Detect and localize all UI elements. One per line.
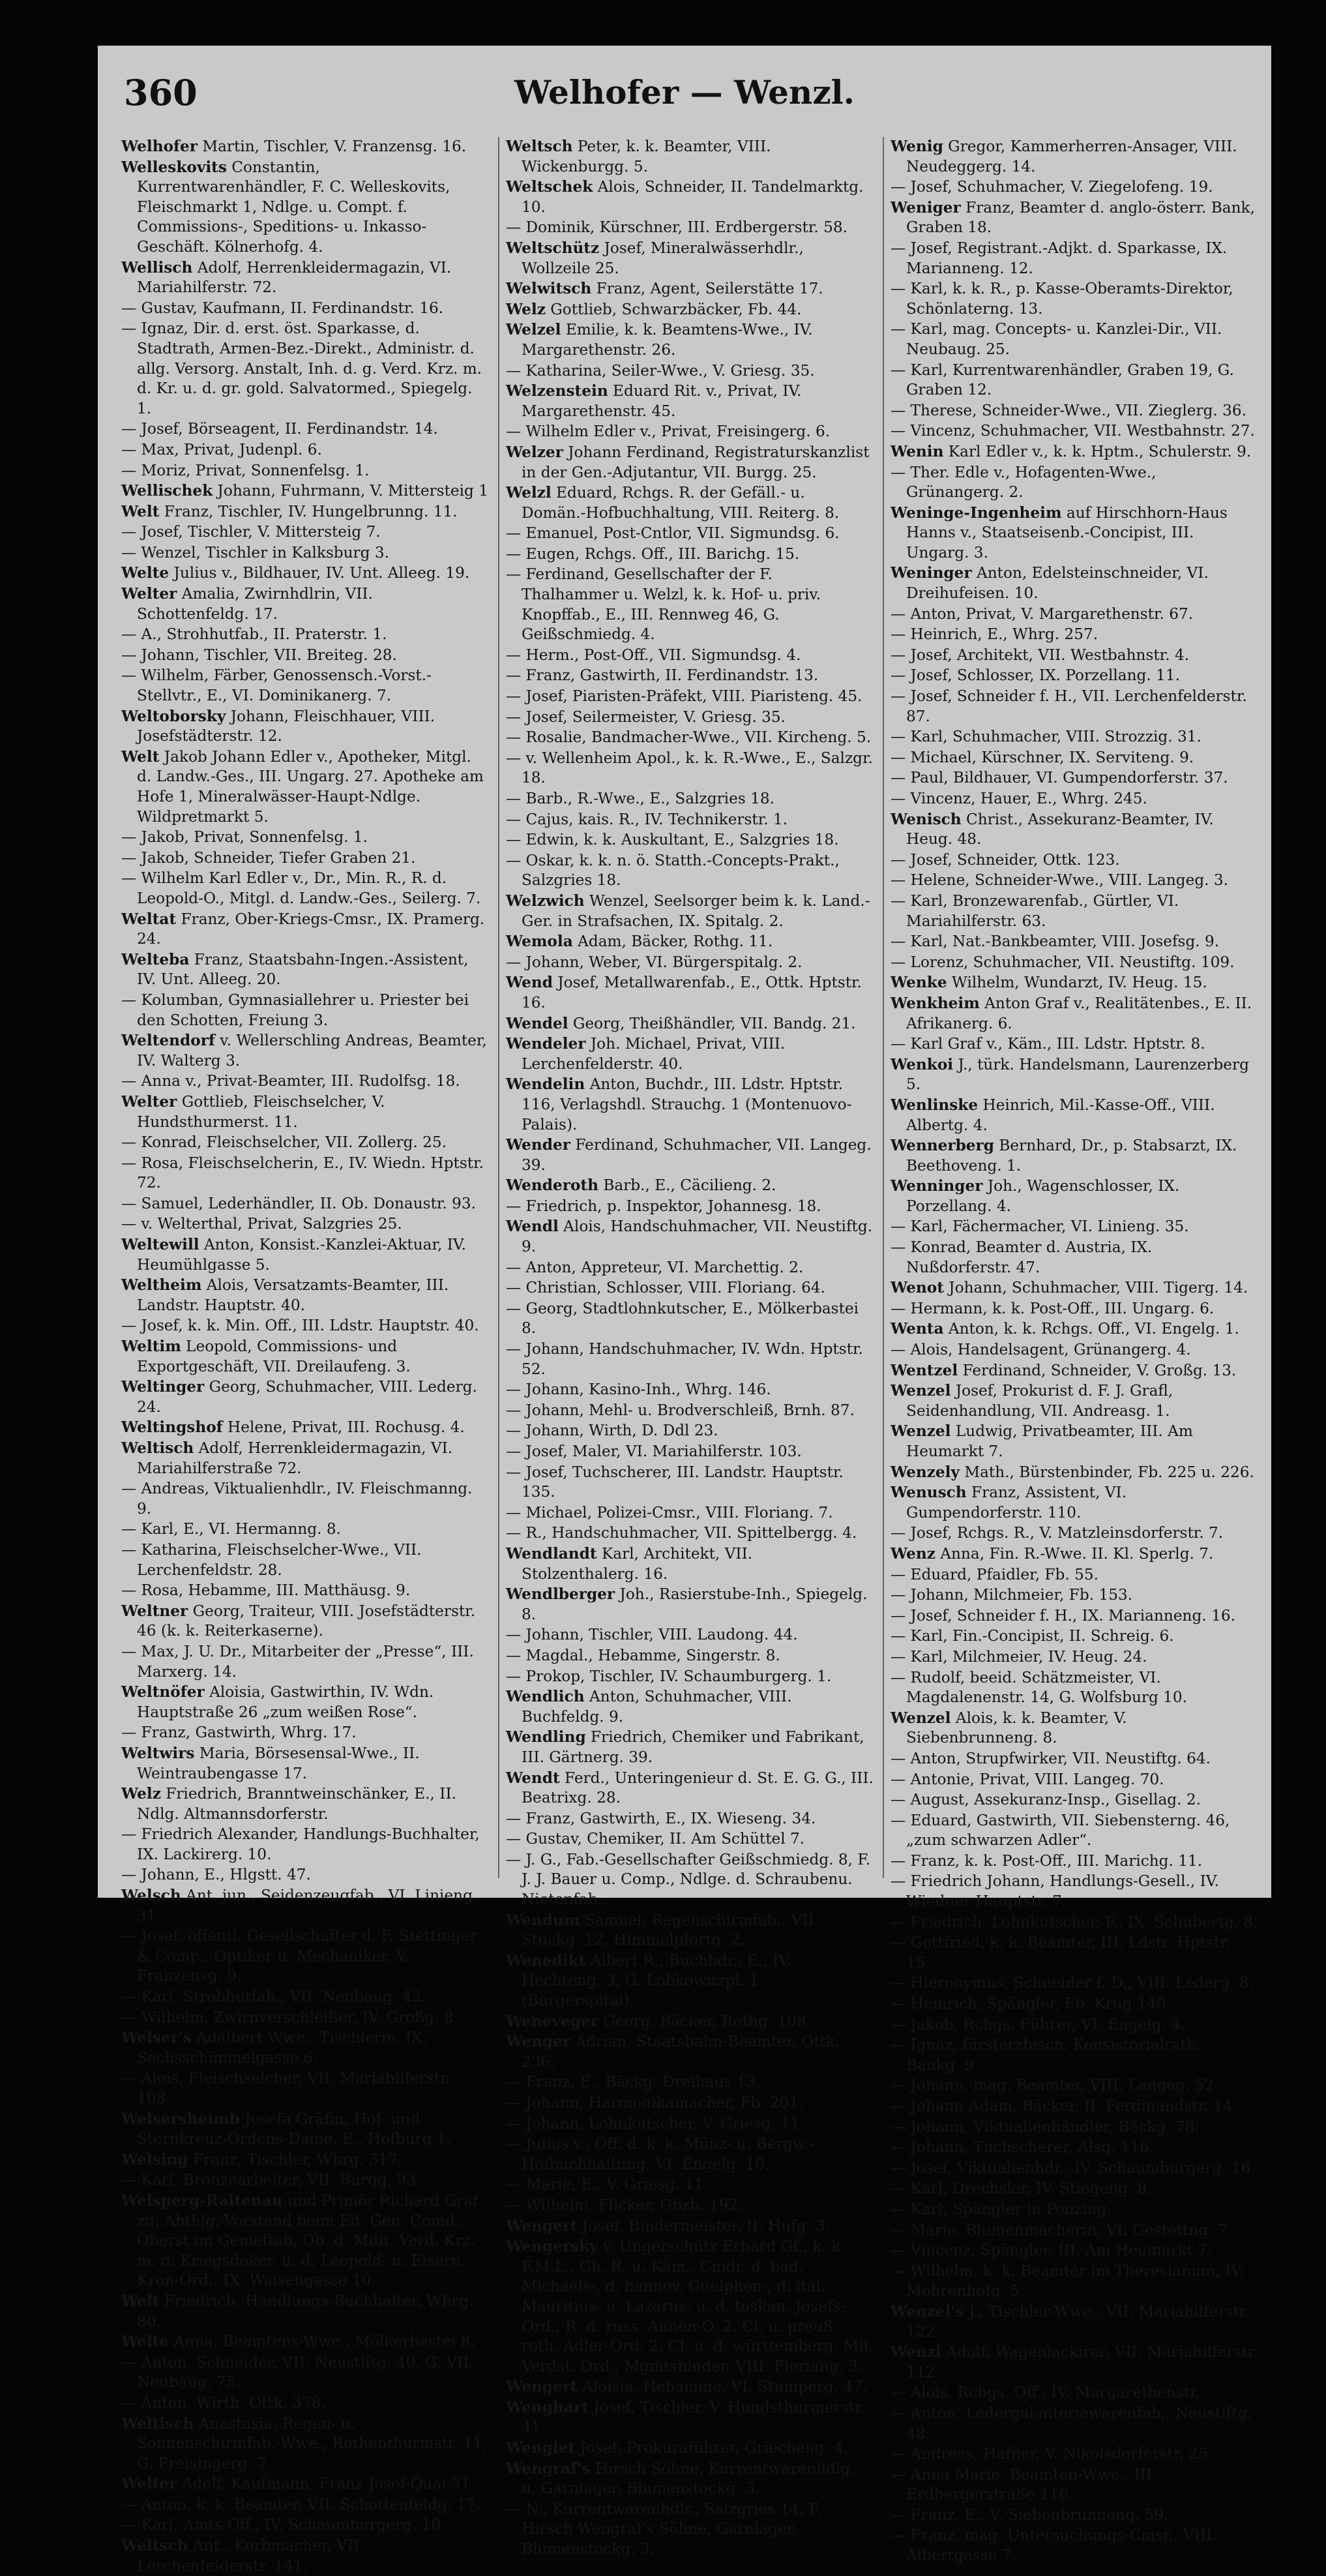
directory-entry: Wengert Aloisia, Hebamme, VI. Stumperg. 47. xyxy=(506,2378,868,2396)
directory-entry: Welwitsch Franz, Agent, Seilerstätte 17. xyxy=(506,280,823,298)
directory-entry: — Karl, Fin.-Concipist, II. Schreig. 6. xyxy=(891,1627,1174,1645)
directory-entry: Wenz Anna, Fin. R.-Wwe. II. Kl. Sperlg. 7. xyxy=(891,1544,1214,1563)
directory-entry: — A., Strohhutfab., II. Praterstr. 1. xyxy=(121,625,387,644)
directory-entry: Welsperg-Raitenau und Primör Richard Graf zu, Abthlg.-Vorstand beim Ed. Gen. Comd., Oberst im Genieftab, Ob. d. Milit. Verd. Krz. m. d. Kriegsdeker. u. d. Leopold- u. Eisern. Kron-Ord., IX. Waisengasse 10. xyxy=(121,2191,483,2290)
directory-entry: — Heinrich, E., Whrg. 257. xyxy=(891,625,1098,644)
directory-entry: — Johann, Tuchscherer, Alsg. 116. xyxy=(891,2138,1155,2157)
directory-entry: — Moriz, Privat, Sonnenfelsg. 1. xyxy=(121,461,370,479)
directory-entry: — Johann, Wirth, D. Ddl 23. xyxy=(506,1422,718,1440)
directory-entry: Wenzely Math., Bürstenbinder, Fb. 225 u. 226. xyxy=(891,1463,1254,1481)
directory-entry: — Gustav, Kaufmann, II. Ferdinandstr. 16. xyxy=(121,299,444,317)
directory-entry: — Kolumban, Gymnasiallehrer u. Priester bei den Schotten, Freiung 3. xyxy=(121,991,474,1029)
directory-entry: — Vincenz, Spängler, III. Am Heumarkt 7. xyxy=(891,2241,1213,2260)
directory-entry: Welsersheimb Josefa Gräfin, Hof- und Sternkreuz-Ordens-Dame, E., Hofburg 1. xyxy=(121,2110,451,2148)
directory-entry: — Josef, Schneider f. H., VII. Lerchenfelderstr. 87. xyxy=(891,687,1252,725)
directory-entry: — Josef, Maler, VI. Mariahilferstr. 103. xyxy=(506,1443,802,1460)
directory-entry: — Jakob, Rchgs. Führer, VI. Engelg. 4. xyxy=(891,2015,1186,2033)
directory-entry: — v. Welterthal, Privat, Salzgries 25. xyxy=(121,1215,402,1233)
directory-entry: — Lorenz, Schuhmacher, VII. Neustiftg. 109. xyxy=(891,953,1235,971)
directory-entry: Welser's Adalbert Wwe., Tischlerin, IX. Sechsschimmelgasse 6. xyxy=(121,2029,432,2067)
page-header xyxy=(124,65,1245,124)
directory-entry: — Karl, Strohhutfab., VII. Neubaug. 42. xyxy=(121,1988,426,2006)
directory-entry: — Johann, Weber, VI. Bürgerspitalg. 2. xyxy=(506,953,803,971)
directory-entry: — Max, J. U. Dr., Mitarbeiter der „Presse“, III. Marxerg. 14. xyxy=(121,1642,479,1681)
column-2 xyxy=(498,137,879,2558)
directory-entry: Wendlich Anton, Schuhmacher, VIII. Buchfeldg. 9. xyxy=(506,1688,797,1726)
directory-entry: — Karl, Drechsler, IV. Stiegeng. 8. xyxy=(891,2179,1152,2198)
directory-entry: — Josef, Schlosser, IX. Porzellang. 11. xyxy=(891,666,1181,685)
directory-entry: Welzwich Wenzel, Seelsorger beim k. k. Land.-Ger. in Strafsachen, IX. Spitalg. 2. xyxy=(506,891,870,930)
directory-entry: Wenkoi J., türk. Handelsmann, Laurenzerberg 5. xyxy=(891,1055,1254,1094)
directory-entry: Wenisch Christ., Assekuranz-Beamter, IV. Heug. 48. xyxy=(891,810,1219,848)
directory-entry: — Josef, Tischler, V. Mittersteig 7. xyxy=(121,523,381,541)
directory-entry: — Ther. Edle v., Hofagenten-Wwe., Grünangerg. 2. xyxy=(891,463,1161,502)
directory-entry: Wemola Adam, Bäcker, Rothg. 11. xyxy=(506,933,773,951)
directory-entry: Wenninger Joh., Wagenschlosser, IX. Porzellang. 4. xyxy=(891,1177,1185,1215)
directory-entry: — Wilhelm Edler v., Privat, Freisingerg. 6. xyxy=(506,423,831,441)
directory-entry: — Karl, Bronzewarenfab., Gürtler, VI. Mariahilferstr. 63. xyxy=(891,891,1184,930)
directory-entry: — Gustav, Chemiker, II. Am Schüttel 7. xyxy=(506,1830,805,1848)
directory-entry: Weltheim Alois, Versatzamts-Beamter, III. Landstr. Hauptstr. 40. xyxy=(121,1276,454,1314)
directory-entry: — Eduard, Gastwirth, VII. Siebensterng. 46, „zum schwarzen Adler“. xyxy=(891,1811,1235,1850)
directory-entry: Wenger Adrian, Staatsbahn-Beamter, Ottk. 236. xyxy=(506,2033,845,2071)
directory-entry: — Prokop, Tischler, IV. Schaumburgerg. 1. xyxy=(506,1667,832,1685)
directory-entry: Weltim Leopold, Commissions- und Exportgeschäft, VII. Dreilaufeng. 3. xyxy=(121,1338,411,1375)
directory-entry: — Wenzel, Tischler in Kalksburg 3. xyxy=(121,543,389,562)
directory-entry: Wenlinske Heinrich, Mil.-Kasse-Off., VIII. Albertg. 4. xyxy=(891,1096,1220,1134)
directory-entry: — Johann, Viktualienhändler, Bäckg. 78. xyxy=(891,2118,1200,2136)
directory-entry: — Anton, Strupfwirker, VII. Neustiftg. 64. xyxy=(891,1749,1211,1767)
directory-entry: — Karl, mag. Concepts- u. Kanzlei-Dir., VII. Neubaug. 25. xyxy=(891,320,1227,358)
directory-entry: — Josef, Piaristen-Präfekt, VIII. Piaristeng. 45. xyxy=(506,687,862,706)
directory-entry: Weltsch Ant., Korbmacher, VII. Lerchenfelderstr. 141. xyxy=(121,2537,370,2575)
directory-entry: Wendl Alois, Handschuhmacher, VII. Neustiftg. 9. xyxy=(506,1218,877,1256)
directory-entry: Wellischek Johann, Fuhrmann, V. Mittersteig 1 xyxy=(121,482,488,500)
running-title: Welhofer — Wenzl. xyxy=(514,73,855,112)
directory-entry: — Oskar, k. k. n. ö. Statth.-Concepts-Prakt., Salzgries 18. xyxy=(506,851,845,890)
directory-entry: Wenedikt Albert R., Buchbdr., E., IV. Hechteng. 3, G. Lobkowitzpl. 1 (Bürgerspital). xyxy=(506,1951,797,2010)
directory-entry: — Johann, Milchmeier, Fb. 153. xyxy=(891,1586,1133,1604)
directory-entry: Welhofer Martin, Tischler, V. Franzensg. 16. xyxy=(121,138,467,155)
directory-entry: Wenzel's J., Tischler-Wwe., VII. Mariahilferstr. 122. xyxy=(891,2302,1254,2341)
directory-entry: — Eduard, Pfaidler, Fb. 55. xyxy=(891,1565,1098,1583)
directory-entry: — Konrad, Beamter d. Austria, IX. Nußdorferstr. 47. xyxy=(891,1238,1157,1276)
directory-entry: — Karl Graf v., Käm., III. Ldstr. Hptstr. 8. xyxy=(891,1035,1205,1053)
directory-entry: Weltnöfer Aloisia, Gastwirthin, IV. Wdn. Hauptstraße 26 „zum weißen Rose“. xyxy=(121,1683,439,1721)
directory-entry: — Anton, Schneider, VII. Neustiftg. 40, G. VII. Neubaug. 75. xyxy=(121,2353,479,2391)
directory-entry: — Franz, Gastwirth, E., IX. Wieseng. 34. xyxy=(506,1809,816,1827)
directory-entry: Weltschütz Josef, Mineralwässerhdlr., Wollzeile 25. xyxy=(506,239,809,277)
directory-entry: — Alois, Rchgs. Off., IV. Margarethenstr. xyxy=(891,2384,1201,2402)
directory-entry: Wendeler Joh. Michael, Privat, VIII. Lerchenfelderstr. 40. xyxy=(506,1035,790,1073)
directory-entry: Weniger Franz, Beamter d. anglo-österr. Bank, Graben 18. xyxy=(891,198,1260,237)
directory-entry: Wenkheim Anton Graf v., Realitätenbes., E. II. Afrikanerg. 6. xyxy=(891,994,1257,1032)
directory-entry: Wenglet Josef, Prokuraführer, Griecheng. 4. xyxy=(506,2439,849,2457)
directory-entry: Wellisch Adolf, Herrenkleidermagazin, VI. Mariahilferstr. 72. xyxy=(121,258,456,297)
directory-entry: Wengraf's Hirsch Söhne, Kurrentwarenhdlg. u. Garnlager, Blumenstockg. 3. xyxy=(506,2459,860,2498)
directory-entry: — Franz, E., Bäckg. Dreihaus 13. xyxy=(506,2073,761,2091)
directory-entry: — Emanuel, Post-Cntlor, VII. Sigmundsg. 6. xyxy=(506,524,840,543)
directory-entry: — Josef, Rchgs. R., V. Matzleinsdorferstr. 7. xyxy=(891,1524,1224,1542)
directory-entry: — Wilhelm Karl Edler v., Dr., Min. R., R. d. Leopold-O., Mitgl. d. Landw.-Ges., Seilerg. 7. xyxy=(121,869,481,907)
directory-entry: — Josef, Börseagent, II. Ferdinandstr. 14. xyxy=(121,420,438,438)
directory-entry: Wentzel Ferdinand, Schneider, V. Großg. 13. xyxy=(891,1361,1237,1379)
directory-entry: — Jakob, Privat, Sonnenfelsg. 1. xyxy=(121,828,368,846)
directory-entry: Wenot Johann, Schuhmacher, VIII. Tigerg. 14. xyxy=(891,1279,1248,1297)
directory-entry: Wendlberger Joh., Rasierstube-Inh., Spiegelg. 8. xyxy=(506,1585,872,1623)
directory-entry: — Hermann, k. k. Post-Off., III. Ungarg. 6. xyxy=(891,1299,1215,1317)
directory-entry: Welzl Eduard, Rchgs. R. der Gefäll.- u. Domän.-Hofbuchhaltung, VIII. Reiterg. 8. xyxy=(506,484,840,522)
directory-entry: — Dominik, Kürschner, III. Erdbergerstr. 58. xyxy=(506,218,847,237)
directory-entry: Weltisch Anastasia, Regen- u. Sonnenschirmfab.-Wwe., Rothenthurmstr. 11, G. Freisingerg. 7. xyxy=(121,2414,492,2472)
directory-entry: — Friedrich, p. Inspektor, Johannesg. 18. xyxy=(506,1197,821,1215)
directory-entry: — Karl, Bronzearbeiter, VII. Burgg. 93. xyxy=(121,2171,421,2189)
directory-entry: Welz Gottlieb, Schwarzbäcker, Fb. 44. xyxy=(506,300,802,318)
directory-entry: Wend Josef, Metallwarenfab., E., Ottk. Hptstr. 16. xyxy=(506,974,867,1011)
directory-entry: — Ferdinand, Gesellschafter der F. Thalhammer u. Welzl, k. k. Hof- u. priv. Knopffab., E., III. Rennweg 46, G. Geißschmiedg. 4. xyxy=(506,565,826,644)
directory-entry: Weneveger Georg, Bäcker, Rothg. 108. xyxy=(506,2012,811,2030)
directory-entry: Wendum Samuel, Regenschirmfab., VII. Stuckg. 12, Himmelpfortg. 2. xyxy=(506,1911,824,1949)
directory-entry: Weltinger Georg, Schuhmacher, VIII. Lederg. 24. xyxy=(121,1378,482,1416)
directory-entry: Wenin Karl Edler v., k. k. Hptm., Schulerstr. 9. xyxy=(891,442,1252,460)
directory-entry: Wendt Ferd., Unteringenieur d. St. E. G. G., III. Beatrixg. 28. xyxy=(506,1769,879,1807)
directory-entry: — Johann Adam, Bäcker, II. Ferdinandstr. 14. xyxy=(891,2097,1237,2115)
directory-entry: Wendling Friedrich, Chemiker und Fabrikant, III. Gärtnerg. 39. xyxy=(506,1728,870,1766)
directory-entry: — Josef, öffentl. Gesellschafter d. F. Stettinger & Comp., Optiker u. Mechaniker, V. Franzensg. 9. xyxy=(121,1927,482,1985)
directory-entry: — Eugen, Rchgs. Off., III. Barichg. 15. xyxy=(506,545,800,563)
directory-entry: — Marie, E., V. Griesg. 11. xyxy=(506,2176,709,2194)
directory-entry: — Barb., R.-Wwe., E., Salzgries 18. xyxy=(506,790,774,807)
directory-entry: — Wilhelm, Zwirnverschleißer, IV. Großg. 8. xyxy=(121,2008,459,2026)
directory-entry: — N., Kurrentwarenhdlr., Salzgries 14, F. Hirsch Wengraf's Söhne, Garnlager, Blumenstockg. 3. xyxy=(506,2500,827,2558)
directory-entry: — Josef, Schneider f. H., IX. Marianneng. 16. xyxy=(891,1606,1235,1625)
directory-entry: — Friedrich, Lohnkutscher, F., IX. Schubertg. 8. xyxy=(891,1913,1258,1931)
directory-entry: Wenzel Alois, k. k. Beamter, V. Siebenbrunneng. 8. xyxy=(891,1709,1132,1747)
directory-entry: — Franz, Gastwirth, Whrg. 17. xyxy=(121,1724,357,1742)
directory-entry: Weninger Anton, Edelsteinschneider, VI. Dreihufeisen. 10. xyxy=(891,564,1214,603)
directory-entry: — Karl, Schuhmacher, VIII. Strozzig. 31. xyxy=(891,728,1201,746)
directory-entry: — Herm., Post-Off., VII. Sigmundsg. 4. xyxy=(506,646,801,664)
directory-entry: Welleskovits Constantin, Kurrentwarenhändler, F. C. Welleskovits, Fleischmarkt 1, Ndlge. u. Compt. f. Commissions-, Speditions- u. Inkasso-Geschäft. Kölnerhofg. 4. xyxy=(121,158,455,256)
directory-entry: Wenta Anton, k. k. Rchgs. Off., VI. Engelg. 1. xyxy=(891,1320,1239,1338)
directory-entry: — Michael, Kürschner, IX. Serviteng. 9. xyxy=(891,748,1194,766)
directory-entry: Wendelin Anton, Buchdr., III. Ldstr. Hptstr. 116, Verlagshdl. Strauchg. 1 (Montenuovo-Palais). xyxy=(506,1075,852,1133)
directory-entry: — Johann, Tischler, VII. Breiteg. 28. xyxy=(121,646,397,664)
directory-entry: Weltendorf v. Wellerschling Andreas, Beamter, IV. Walterg 3. xyxy=(121,1032,492,1070)
directory-entry: Wenzel Josef, Prokurist d. F. J. Grafl, Seidenhandlung, VII. Andreasg. 1. xyxy=(891,1382,1178,1420)
directory-entry: Wenig Gregor, Kammerherren-Ansager, VIII. Neudeggerg. 14. xyxy=(891,138,1243,175)
page-number: 360 xyxy=(124,72,198,113)
directory-entry: — Karl, Milchmeier, IV. Heug. 24. xyxy=(891,1647,1147,1666)
column-1 xyxy=(121,137,492,2575)
directory-entry: Weltat Franz, Ober-Kriegs-Cmsr., IX. Pramerg. 24. xyxy=(121,910,490,948)
directory-entry: — Karl, Kurrentwarenhändler, Graben 19, G. Graben 12. xyxy=(891,361,1239,399)
directory-entry: Welter Amalia, Zwirnhdlrin, VII. Schottenfeldg. 17. xyxy=(121,585,378,623)
directory-entry: — Heinrich, Spängler, Fb. Krug 140. xyxy=(891,1995,1171,2013)
column-3 xyxy=(883,137,1263,2565)
directory-entry: Wenke Wilhelm, Wundarzt, IV. Heug. 15. xyxy=(891,974,1207,992)
directory-entry: Welsch Ant. jun., Seidenzeugfab., VI. Linieng. 31. xyxy=(121,1887,482,1925)
directory-entry: — Josef, k. k. Min. Off., III. Ldstr. Hauptstr. 40. xyxy=(121,1317,479,1335)
directory-entry: — Cajus, kais. R., IV. Technikerstr. 1. xyxy=(506,810,788,828)
directory-entry: — Friedrich Johann, Handlungs-Gesell., IV. Wiedner Hauptstr. 7. xyxy=(891,1872,1224,1911)
directory-entry: — Josef, Tuchscherer, III. Landstr. Hauptstr. 135. xyxy=(506,1463,849,1501)
directory-entry: Welt Franz, Tischler, IV. Hungelbrunng. 11. xyxy=(121,502,458,520)
directory-entry: — Karl, Nat.-Bankbeamter, VIII. Josefsg. 9. xyxy=(891,933,1220,951)
directory-entry: Wenghart Josef, Tischler, V. Hundsthurmerstr. 41. xyxy=(506,2398,870,2436)
directory-entry: Wendel Georg, Theißhändler, VII. Bandg. 21. xyxy=(506,1014,856,1032)
directory-entry: — Anna v., Privat-Beamter, III. Rudolfsg. 18. xyxy=(121,1072,460,1090)
directory-entry: Welzer Johann Ferdinand, Registraturskanzlist in der Gen.-Adjutantur, VII. Burgg. 25. xyxy=(506,443,874,481)
directory-entry: — Johann, Kasino-Inh., Whrg. 146. xyxy=(506,1381,771,1399)
directory-entry: — Wilhelm, Flicker, Gbzh. 192. xyxy=(506,2196,743,2214)
directory-entry: Welteba Franz, Staatsbahn-Ingen.-Assistent, IV. Unt. Alleeg. 20. xyxy=(121,950,473,989)
directory-entry: Welter Gottlieb, Fleischselcher, V. Hundsthurmerst. 11. xyxy=(121,1092,390,1131)
directory-entry: Welsing Franz, Tischler, Whrg. 317. xyxy=(121,2150,403,2168)
directory-entry: — Johann, Handschuhmacher, IV. Wdn. Hptstr. 52. xyxy=(506,1340,868,1378)
directory-entry: — Jakob, Schneider, Tiefer Graben 21. xyxy=(121,848,416,867)
directory-entry: — Johann, mag. Beamter, VIII. Langeg. 52. xyxy=(891,2076,1219,2095)
directory-entry: — Franz, k. k. Post-Off., III. Marichg. 11. xyxy=(891,1851,1203,1870)
directory-entry: — R., Handschuhmacher, VII. Spittelbergg. 4. xyxy=(506,1524,857,1542)
directory-entry: Weltsch Peter, k. k. Beamter, VIII. Wickenburgg. 5. xyxy=(506,138,776,175)
directory-entry: Weltner Georg, Traiteur, VIII. Josefstädterstr. 46 (k. k. Reiterkaserne). xyxy=(121,1602,480,1640)
directory-entry: — Anton, Privat, V. Margarethenstr. 67. xyxy=(891,605,1194,623)
directory-entry: Wenusch Franz, Assistent, VI. Gumpendorferstr. 110. xyxy=(891,1484,1132,1521)
directory-entry: — Vincenz, Schuhmacher, VII. Westbahnstr. 27. xyxy=(891,422,1255,440)
directory-entry: — Therese, Schneider-Wwe., VII. Zieglerg. 36. xyxy=(891,401,1247,419)
directory-entry: Welz Friedrich, Branntweinschänker, E., II. Ndlg. Altmannsdorferstr. xyxy=(121,1785,462,1823)
directory-entry: — Franz, Gastwirth, II. Ferdinandstr. 13. xyxy=(506,666,819,685)
directory-entry: Weltisch Adolf, Herrenkleidermagazin, VI. Mariahilferstraße 72. xyxy=(121,1439,458,1477)
directory-entry: — Andreas, Viktualienhdlr., IV. Fleischmanng. 9. xyxy=(121,1480,477,1518)
directory-entry: — Wilhelm, Färber, Genossensch.-Vorst.-Stellvtr., E., VI. Dominikanerg. 7. xyxy=(121,666,432,705)
directory-entry: — Josef, Seilermeister, V. Griesg. 35. xyxy=(506,708,786,726)
directory-entry: — Johann, Lohnkutscher, V. Griesg. 11. xyxy=(506,2114,805,2133)
directory-entry: — Michael, Polizei-Cmsr., VIII. Floriang. 7. xyxy=(506,1503,833,1521)
directory-entry: — Georg, Stadtlohnkutscher, E., Mölkerbastei 8. xyxy=(506,1299,864,1338)
directory-entry: — Rosalie, Bandmacher-Wwe., VII. Kircheng. 5. xyxy=(506,728,872,747)
directory-entry: — Johann, Harmonikamacher, Fb. 201. xyxy=(506,2094,804,2112)
directory-entry: — Paul, Bildhauer, VI. Gumpendorferstr. 37. xyxy=(891,769,1228,787)
directory-entry: — Vincenz, Hauer, E., Whrg. 245. xyxy=(891,790,1147,807)
directory-entry: — Josef, Viktualienhdr., IV. Schaumburgerg. 16. xyxy=(891,2159,1256,2177)
directory-entry: — August, Assekuranz-Insp., Gisellag. 2. xyxy=(891,1791,1201,1809)
directory-entry: — Hieronymus, Schneider f. D., VIII. Lederg. 8. xyxy=(891,1974,1254,1992)
directory-entry: — Johann, Mehl- u. Brodverschleiß, Brnh. 87. xyxy=(506,1401,855,1419)
directory-entry: — Julius v., Off. d. k. k. Münz- u. Bergw.-Hofbuchhaltung, VI. Engelg. 10. xyxy=(506,2135,814,2173)
directory-entry: Welt Friedrich, Handlungs-Buchhalter, Whrg. 80. xyxy=(121,2292,479,2330)
directory-entry: — Rosa, Hebamme, III. Matthäusg. 9. xyxy=(121,1581,411,1600)
directory-entry: Wengersky v. Ungerschütz Erhard Gf., k. k. F.M.L., Gh. R. u. Käm., Cmdr. d. bad. Michaels-, d. hannov. Guelphen-, d. ital. Mauritius- u. Lazarus- u. d. toskan. Josefs-Ord., R. d. russ. Annen-O. 2. Cl. u. preuß. roth. Adler-Ord. 2. Cl. u. d. württemberg. Mil. Verdst. Ord., Mgmtsbinder, VIII. Floriang. 3. xyxy=(506,2238,878,2375)
directory-entry: — Samuel, Lederhändler, II. Ob. Donaustr. 93. xyxy=(121,1194,477,1212)
directory-entry: — Karl, Fächermacher, VI. Linieng. 35. xyxy=(891,1218,1189,1236)
directory-entry: — Marie, Blumenmacherin, VI. Gestettng. 7. xyxy=(891,2221,1232,2239)
directory-entry: — Johann, E., Hlgstt. 47. xyxy=(121,1866,311,1884)
directory-entry: Welte Julius v., Bildhauer, IV. Unt. Alleeg. 19. xyxy=(121,564,470,582)
directory-entry: Welzenstein Eduard Rit. v., Privat, IV. Margarethenstr. 45. xyxy=(506,382,806,420)
directory-entry: — Karl, Amts-Off., IV. Schaumburgerg. 10. xyxy=(121,2516,446,2534)
directory-page xyxy=(98,46,1271,2575)
directory-entry: — Magdal., Hebamme, Singerstr. 8. xyxy=(506,1646,780,1664)
directory-entry: Welte Anna, Beamtens-Wwe., Mölkerbastei 8. xyxy=(121,2333,475,2351)
directory-entry: Weninge-Ingenheim auf Hirschhorn-Haus Hanns v., Staatseisenb.-Concipist, III. Ungarg. 3. xyxy=(891,503,1233,562)
directory-entry: Wendlandt Karl, Architekt, VII. Stolzenthalerg. 16. xyxy=(506,1544,758,1583)
directory-entry: — Katharina, Fleischselcher-Wwe., VII. Lerchenfeldstr. 28. xyxy=(121,1540,426,1579)
directory-entry: Weltewill Anton, Konsist.-Kanzlei-Aktuar, IV. Heumühlgasse 5. xyxy=(121,1236,471,1274)
directory-entry: — Anton, Wirth, Ottk. 378. xyxy=(121,2393,327,2412)
directory-entry: — Gottfried, k. k. Beamter, III. Ldstr. Hptstr. 15. xyxy=(891,1934,1235,1971)
directory-entry: Weltwirs Maria, Börsesensal-Wwe., II. Weintraubengasse 17. xyxy=(121,1744,425,1782)
directory-entry: — Wilhelm, k. k. Beamter im Theresianum, IV. Mohrenhofg. 5. xyxy=(891,2262,1249,2300)
directory-entry: Wengert Josef, Bindermeister, II. Hufg. 3. xyxy=(506,2217,831,2235)
directory-entry: — Rosa, Fleischselcherin, E., IV. Wiedn. Hptstr. 72. xyxy=(121,1154,489,1192)
directory-entry: — Ignaz, Dir. d. erst. öst. Sparkasse, d. Stadtrath, Armen-Bez.-Direkt., Administr. d. allg. Versorg. Anstalt, Inh. d. g. Verd. Krz. m. d. Kr. u. d. gr. gold. Salvatormed., Spiegelg. 1. xyxy=(121,320,487,417)
directory-entry: Wennerberg Bernhard, Dr., p. Stabsarzt, IX. Beethoveng. 1. xyxy=(891,1137,1242,1175)
directory-entry: — Rudolf, beeid. Schätzmeister, VI. Magdalenenstr. 14, G. Wolfsburg 10. xyxy=(891,1668,1188,1707)
directory-entry: Weltoborsky Johann, Fleischhauer, VIII. Josefstädterstr. 12. xyxy=(121,707,440,745)
directory-entry: — Alois, Handelsagent, Grünangerg. 4. xyxy=(891,1341,1191,1359)
directory-entry: — Josef, Registrant.-Adjkt. d. Sparkasse, IX. Marianneng. 12. xyxy=(891,239,1232,277)
directory-entry: — Johann, Tischler, VIII. Laudong. 44. xyxy=(506,1626,798,1644)
directory-entry: Weltingshof Helene, Privat, III. Rochusg. 4. xyxy=(121,1418,465,1437)
directory-entry: — Edwin, k. k. Auskultant, E., Salzgries 18. xyxy=(506,831,839,849)
directory-entry: — Josef, Architekt, VII. Westbahnstr. 4. xyxy=(891,646,1190,664)
directory-entry: — J. G., Fab.-Gesellschafter Geißschmiedg. 8, F. J. J. Bauer u. Comp., Ndlge. d. Schraubenu. Nietenfab. xyxy=(506,1850,876,1909)
directory-columns xyxy=(121,137,1263,2575)
directory-entry: — Karl, k. k. R., p. Kasse-Oberamts-Direktor, Schönlaterng. 13. xyxy=(891,280,1239,318)
directory-entry: — Alois, Fleischselcher, VII. Mariahilferstr. 108. xyxy=(121,2069,456,2107)
directory-entry: — Anna Marie, Beamten-Wwe., III. Erdbergerstraße 116. xyxy=(891,2465,1162,2504)
directory-entry: — Karl, Spängler in Penzing. xyxy=(891,2200,1112,2218)
directory-entry: Wenzel Ludwig, Privatbeamter, III. Am Heumarkt 7. xyxy=(891,1422,1198,1460)
directory-entry: — Anton, k. k. Beamter, VII. Schottenfeldg. 17. xyxy=(121,2495,481,2513)
directory-entry: Welter Adolf, Kaufmann, Franz Josef-Quai 31. xyxy=(121,2475,475,2493)
directory-entry: — Konrad, Fleischselcher, VII. Zollerg. 25. xyxy=(121,1133,447,1152)
directory-entry: — Anton, Appreteur, VI. Marchettig. 2. xyxy=(506,1258,804,1276)
directory-entry: — Katharina, Seiler-Wwe., V. Griesg. 35. xyxy=(506,361,815,380)
directory-entry: — Andreas, Hafner, V. Nikolsdorferstr. 25. xyxy=(891,2445,1213,2463)
directory-entry: — Antonie, Privat, VIII. Langeg. 70. xyxy=(891,1770,1164,1788)
directory-entry: — Josef, Schuhmacher, V. Ziegelofeng. 19. xyxy=(891,178,1213,196)
directory-entry: — v. Wellenheim Apol., k. k. R.-Wwe., E., Salzgr. 18. xyxy=(506,749,878,787)
directory-entry: Weltschek Alois, Schneider, II. Tandelmarktg. 10. xyxy=(506,178,868,216)
directory-entry: — Ignaz, fürsterzbisch. Konsistorialrath, Bankg. 9. xyxy=(891,2036,1206,2074)
directory-entry: Wender Ferdinand, Schuhmacher, VII. Langeg. 39. xyxy=(506,1136,877,1174)
directory-entry: Wenzl Adolf, Wagenlackirer, VII. Mariahilferstr. 112. xyxy=(891,2343,1263,2381)
directory-entry: — Karl, E., VI. Hermanng. 8. xyxy=(121,1520,342,1538)
directory-entry: — Anton, Ledergalanteriewarenfab., Neustiftg. 48. xyxy=(891,2404,1257,2442)
directory-entry: — Josef, Schneider, Ottk. 123. xyxy=(891,850,1120,869)
directory-entry: Wenderoth Barb., E., Cäcilieng. 2. xyxy=(506,1176,776,1195)
directory-entry: Welzel Emilie, k. k. Beamtens-Wwe., IV. Margarethenstr. 26. xyxy=(506,321,818,359)
directory-entry: — Christian, Schlosser, VIII. Floriang. 64. xyxy=(506,1279,825,1297)
directory-entry: — Friedrich Alexander, Handlungs-Buchhalter, IX. Lackirerg. 10. xyxy=(121,1825,485,1863)
directory-entry: — Franz, mag. Untersuchungs-Cmsr., VIII. Albertgasse 7. xyxy=(891,2526,1222,2565)
directory-entry: — Helene, Schneider-Wwe., VIII. Langeg. 3. xyxy=(891,871,1229,890)
directory-entry: — Max, Privat, Judenpl. 6. xyxy=(121,440,322,458)
directory-entry: Welt Jakob Johann Edler v., Apotheker, Mitgl. d. Landw.-Ges., III. Ungarg. 27. Apotheke am Hofe 1, Mineralwässer-Haupt-Ndlge. Wildpretmarkt 5. xyxy=(121,747,489,826)
directory-entry: — Franz, E., V. Siebenbrunneng. 59. xyxy=(891,2506,1169,2524)
